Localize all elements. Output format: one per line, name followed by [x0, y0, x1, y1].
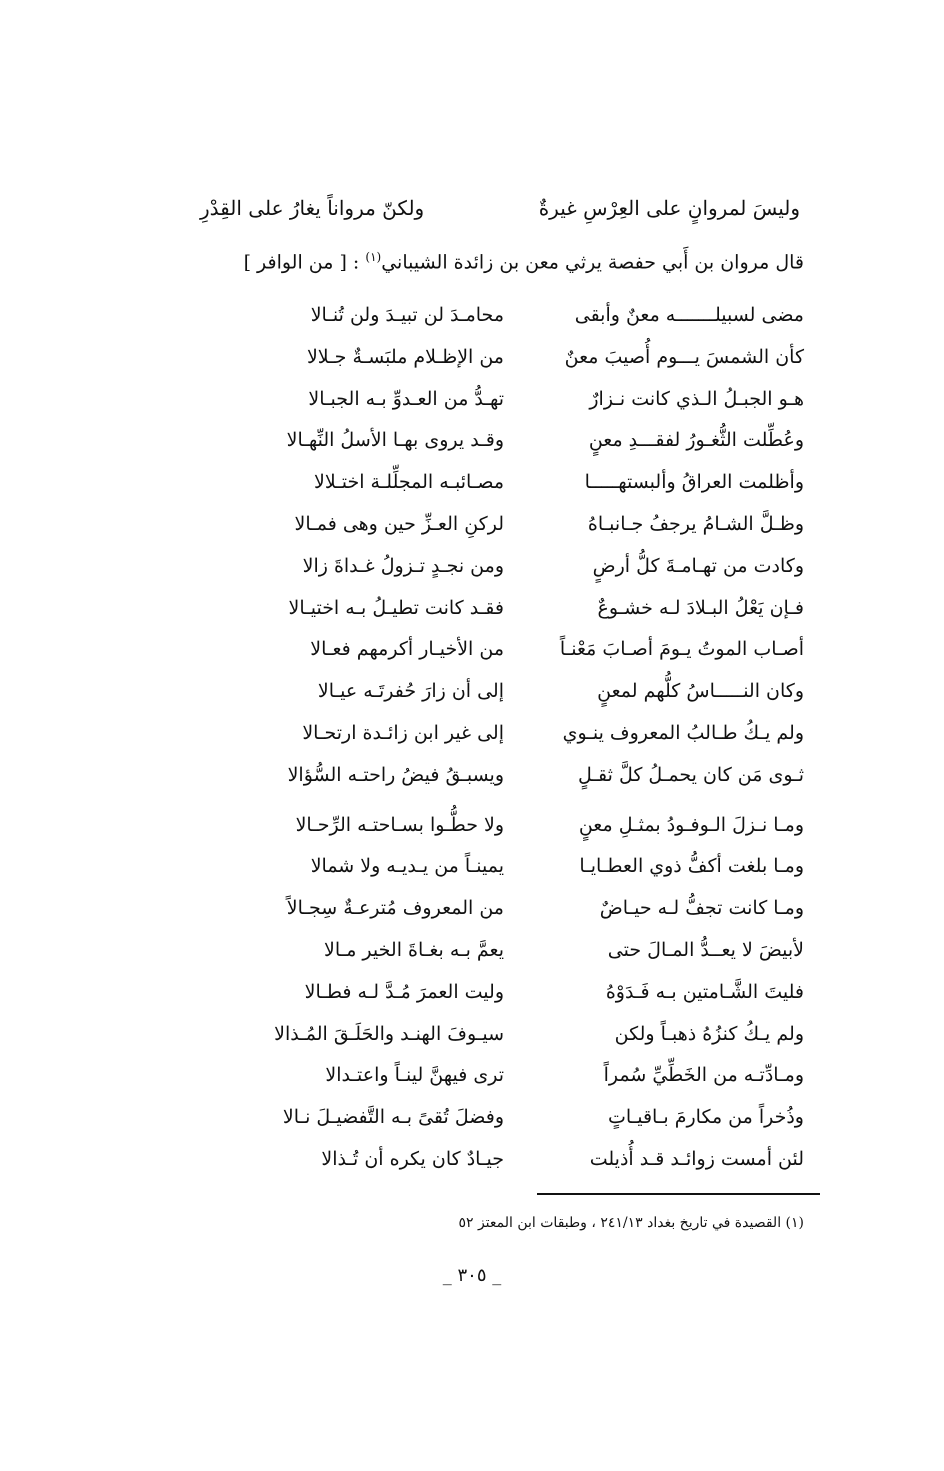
verse-first-hemistich: فليتَ الشَّـامتين بـه فَـدَوْهُ: [605, 980, 804, 1003]
verse-line: [0, 676, 944, 718]
verse-first-hemistich: وذُخراً من مكارمَ بـاقيـاتٍ: [607, 1106, 804, 1129]
verse-second-hemistich: ولا حطُّـوا بسـاحتـه الرِّحـالا: [295, 813, 504, 836]
verse-first-hemistich: كأن الشمسَ يـــوم أُصيبَ معنٌ: [564, 345, 804, 368]
verse-second-hemistich: إلى أن زارَ حُفرتَـه عيـالا: [317, 680, 504, 703]
poem-heading-text: قال مروان بن أَبي حفصة يرثي معن بن زائدة الشيباني: [381, 251, 804, 274]
verse-line: [0, 893, 944, 935]
verse-first-hemistich: لأبيضَ لا يعــدُّ المـالَ حتى: [607, 938, 804, 961]
verse-line: [0, 851, 944, 893]
verse-line: [0, 300, 944, 342]
verse-first-hemistich: ومـادِّتـه من الخَطِّيِّ سُمراً: [603, 1064, 804, 1087]
verse-first-hemistich: ومـا كانت تجفُّ لـه حيـاضٌ: [599, 897, 804, 920]
intro-verse-second-hemistich: ولكنّ مرواناً يغارُ على القِدْرِ: [200, 196, 425, 220]
verse-first-hemistich: ومـا بلغت أكفُّ ذوي العطـايـا: [579, 855, 804, 878]
verse-line: [0, 1019, 944, 1061]
verse-line: [0, 1144, 944, 1186]
verse-line: [0, 593, 944, 635]
verse-second-hemistich: جيـادٌ كان يكره أن تُـذالا: [321, 1147, 504, 1170]
verse-second-hemistich: يمينـاً من يـديـه ولا شمالا: [310, 855, 504, 878]
verse-second-hemistich: ومن نجـدٍ تـزولُ غـداةَ زالا: [302, 554, 504, 577]
poem-verses: [0, 300, 944, 1186]
verse-second-hemistich: وقـد يروى بهـا الأسلُ النِّهـالا: [286, 429, 504, 452]
verse-first-hemistich: هـو الجبـلُ الـذي كانت نـزارٌ: [589, 387, 804, 410]
verse-first-hemistich: وظـلَّ الشـامُ يرجفُ جـانبـاهُ: [587, 512, 804, 535]
verse-second-hemistich: من الإظـلام ملبَسـةٌ جـلالا: [306, 345, 504, 368]
verse-second-hemistich: لركنِ العـزِّ حين وهى فمـالا: [294, 512, 504, 535]
verse-line: [0, 634, 944, 676]
verse-first-hemistich: مضى لسبيلـــــــه معنٌ وأبقى: [574, 304, 804, 326]
verse-second-hemistich: وليت العمرَ مُـدَّ لـه فطـالا: [304, 980, 504, 1003]
verse-second-hemistich: سيـوفَ الهنـد والحَلَـقَ المُـذالا: [274, 1022, 504, 1045]
verse-second-hemistich: إلى غير ابن زائـدة ارتحـالا: [302, 721, 504, 744]
verse-first-hemistich: ولم يـكُ كنزُهُ ذهبـاً ولكن: [614, 1022, 804, 1045]
verse-line: [0, 1102, 944, 1144]
verse-line: [0, 760, 944, 802]
verse-line: [0, 810, 944, 852]
verse-second-hemistich: يعمَّ بـه بغـاةَ الخير مـالا: [324, 938, 504, 961]
verse-line: [0, 425, 944, 467]
verse-line: [0, 718, 944, 760]
poem-meter: : [ من الوافر ]: [243, 251, 360, 274]
verse-first-hemistich: ولم يـكُ طـالبُ المعروف ينـوي: [562, 721, 804, 744]
verse-first-hemistich: لئن أمست زوائـد قـد أُذيلت: [589, 1147, 804, 1170]
verse-line: [0, 935, 944, 977]
verse-second-hemistich: من المعروف مُترعـةٌ سِجـالاً: [286, 897, 504, 920]
verse-first-hemistich: ومـا نـزلَ الـوفـودُ بمثـلِ معنٍ: [578, 813, 804, 836]
verse-second-hemistich: ترى فيهنَّ لينـاً واعتـدالا: [325, 1064, 504, 1087]
intro-verse: [200, 196, 800, 236]
verse-second-hemistich: محامـدَ لن تبيـدَ ولن تُنـالا: [310, 304, 504, 326]
verse-line: [0, 551, 944, 593]
verse-first-hemistich: ثـوى مَن كان يحمـلُ كلَّ ثقـلٍ: [578, 763, 804, 786]
verse-second-hemistich: ويسبـقُ فيضُ راحتـه السُّؤالا: [287, 763, 504, 786]
poem-heading: [184, 250, 804, 273]
footnote: (١) القصيدة في تاريخ بغداد ٢٤١/١٣ ، وطبقات ابن المعتز ٥٢: [458, 1215, 804, 1231]
verse-line: [0, 467, 944, 509]
verse-second-hemistich: وفضلَ تُقىً بـه التَّفضيـلَ نـالا: [282, 1106, 504, 1129]
verse-first-hemistich: وكان النـــــاسُ كلُّهم لمعنٍ: [597, 680, 804, 703]
verse-second-hemistich: من الأخيـار أكرمهم فعـالا: [310, 638, 504, 661]
verse-first-hemistich: وعُطِّلت الثُّغـورُ لفقـــدِ معنٍ: [588, 429, 804, 452]
verse-line: [0, 977, 944, 1019]
verse-second-hemistich: تهـدُّ من العـدوِّ بـه الجبـالا: [308, 387, 504, 410]
verse-first-hemistich: وأظلمت العراقُ وألبستهـــــا: [584, 471, 804, 494]
verse-second-hemistich: مصـائبـه المجلِّلـة اختـلالا: [313, 471, 504, 494]
intro-verse-first-hemistich: وليسَ لمروانٍ على العِرْسِ غيرةٌ: [538, 196, 800, 220]
footnote-marker: (١): [365, 250, 382, 264]
verse-first-hemistich: فـإن يَعْلُ البـلادَ لـه خشـوعٌ: [597, 596, 804, 619]
verse-line: [0, 342, 944, 384]
verse-first-hemistich: أصـاب الموتُ يـومَ أصـابَ مَعْنـاً: [559, 638, 804, 661]
verse-second-hemistich: فقـد كانت تطيـلُ بـه اختيـالا: [288, 596, 504, 619]
verse-line: [0, 1060, 944, 1102]
verse-line: [0, 509, 944, 551]
stanza-gap: [0, 802, 944, 810]
verse-line: [0, 384, 944, 426]
page-number: _ ٣٠٥ _: [442, 1265, 502, 1286]
footnote-rule: [537, 1193, 820, 1195]
verse-first-hemistich: وكادت من تهـامـةَ كلُّ أرضٍ: [592, 554, 804, 577]
